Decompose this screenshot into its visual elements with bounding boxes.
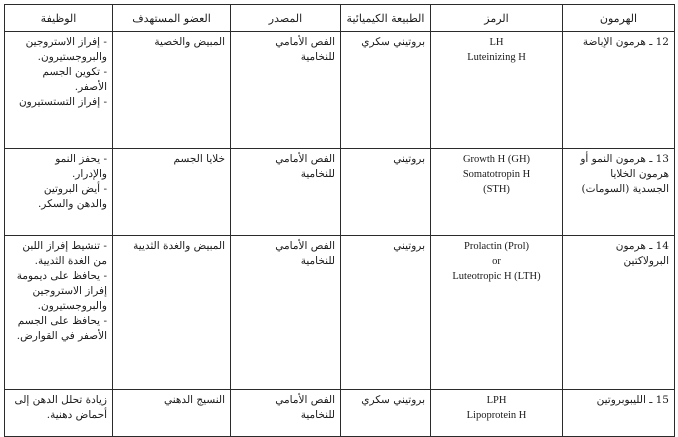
nature-cell <box>341 236 431 390</box>
nature-text: بروتيني سكري <box>361 36 425 48</box>
symbol-text: Somatotropin H <box>462 169 531 180</box>
hormone-name: البرولاكتين <box>623 255 669 267</box>
header-row <box>5 5 675 32</box>
function-text: إفراز الاستروجين <box>32 285 107 297</box>
function-text: أحماض دهنية. <box>46 409 107 421</box>
hormone-name: 12 ـ هرمون الإباضة <box>582 36 669 48</box>
symbol-text: Prolactin (Prol) <box>463 241 530 252</box>
hormone-cell <box>563 149 675 236</box>
header-target: العضو المستهدف <box>113 5 231 32</box>
hormone-name: الجسدية (السومات) <box>581 183 669 195</box>
function-text: والإدرار. <box>71 168 107 180</box>
function-text: والبروجستيرون. <box>37 300 107 312</box>
function-text: الأصفر. <box>74 81 107 93</box>
nature-text: بروتيني <box>393 153 425 165</box>
target-text: النسيج الدهني <box>163 394 225 406</box>
source-text: الفص الأمامي <box>275 153 335 165</box>
target-text: خلايا الجسم <box>173 153 225 165</box>
function-text: - تنشيط إفراز اللبن <box>22 240 107 252</box>
symbol-cell <box>431 236 563 390</box>
source-text: للنخامية <box>300 409 335 421</box>
hormone-name: 15 ـ الليبوبروتين <box>596 394 669 406</box>
target-cell <box>113 149 231 236</box>
table-row <box>5 390 675 437</box>
nature-text: بروتيني سكري <box>361 394 425 406</box>
source-text: للنخامية <box>300 255 335 267</box>
hormone-cell <box>563 32 675 149</box>
function-text: - إفراز الاستروجين <box>25 36 107 48</box>
target-cell <box>113 390 231 437</box>
source-cell <box>231 32 341 149</box>
function-cell <box>5 236 113 390</box>
nature-text: بروتيني <box>393 240 425 252</box>
symbol-cell <box>431 390 563 437</box>
nature-cell <box>341 149 431 236</box>
source-cell <box>231 236 341 390</box>
header-function: الوظيفة <box>5 5 113 32</box>
function-text: - يحافظ على الجسم <box>17 315 107 327</box>
hormone-name: 14 ـ هرمون <box>615 240 669 252</box>
hormone-name: 13 ـ هرمون النمو أو <box>580 153 669 165</box>
function-text: زيادة تحلل الدهن إلى <box>14 394 107 406</box>
target-text: المبيض والغدة الثديية <box>133 240 225 252</box>
hormone-name: هرمون الخلايا <box>610 168 669 180</box>
nature-cell <box>341 32 431 149</box>
nature-cell <box>341 390 431 437</box>
symbol-cell <box>431 149 563 236</box>
source-text: الفص الأمامي <box>275 394 335 406</box>
symbol-text: LPH <box>486 395 507 406</box>
symbol-text: (STH) <box>483 184 510 195</box>
header-nature: الطبيعة الكيميائية <box>341 5 431 32</box>
function-text: من الغدة الثديية. <box>34 255 107 267</box>
symbol-text: Luteotropic H (LTH) <box>452 271 541 282</box>
hormone-table <box>4 4 675 437</box>
function-cell <box>5 32 113 149</box>
symbol-cell <box>431 32 563 149</box>
symbol-text: Luteinizing H <box>467 52 526 63</box>
header-symbol: الرمز <box>431 5 563 32</box>
source-cell <box>231 390 341 437</box>
symbol-text: Lipoprotein H <box>466 410 527 421</box>
function-cell <box>5 390 113 437</box>
hormone-cell <box>563 390 675 437</box>
source-text: للنخامية <box>300 51 335 63</box>
function-text: - إفراز التستستيرون <box>18 96 107 108</box>
function-cell <box>5 149 113 236</box>
table-row <box>5 32 675 149</box>
function-text: - أيض البروتين <box>43 183 107 195</box>
source-cell <box>231 149 341 236</box>
function-text: والبروجستيرون. <box>37 51 107 63</box>
function-text: - يحافظ على ديمومة <box>16 270 107 282</box>
header-source: المصدر <box>231 5 341 32</box>
header-hormone: الهرمون <box>563 5 675 32</box>
source-text: الفص الأمامي <box>275 36 335 48</box>
function-text: - يحفز النمو <box>55 153 107 165</box>
target-text: المبيض والخصية <box>154 36 225 48</box>
function-text: والدهن والسكر. <box>37 198 107 210</box>
function-text: - تكوين الجسم <box>42 66 107 78</box>
source-text: للنخامية <box>300 168 335 180</box>
table-row <box>5 149 675 236</box>
function-text: الأصفر في القوارض. <box>16 330 107 342</box>
hormone-cell <box>563 236 675 390</box>
target-cell <box>113 32 231 149</box>
table-row <box>5 236 675 390</box>
target-cell <box>113 236 231 390</box>
symbol-text: LH <box>489 37 504 48</box>
symbol-text: Growth H (GH) <box>462 154 531 165</box>
source-text: الفص الأمامي <box>275 240 335 252</box>
symbol-text: or <box>492 256 501 267</box>
